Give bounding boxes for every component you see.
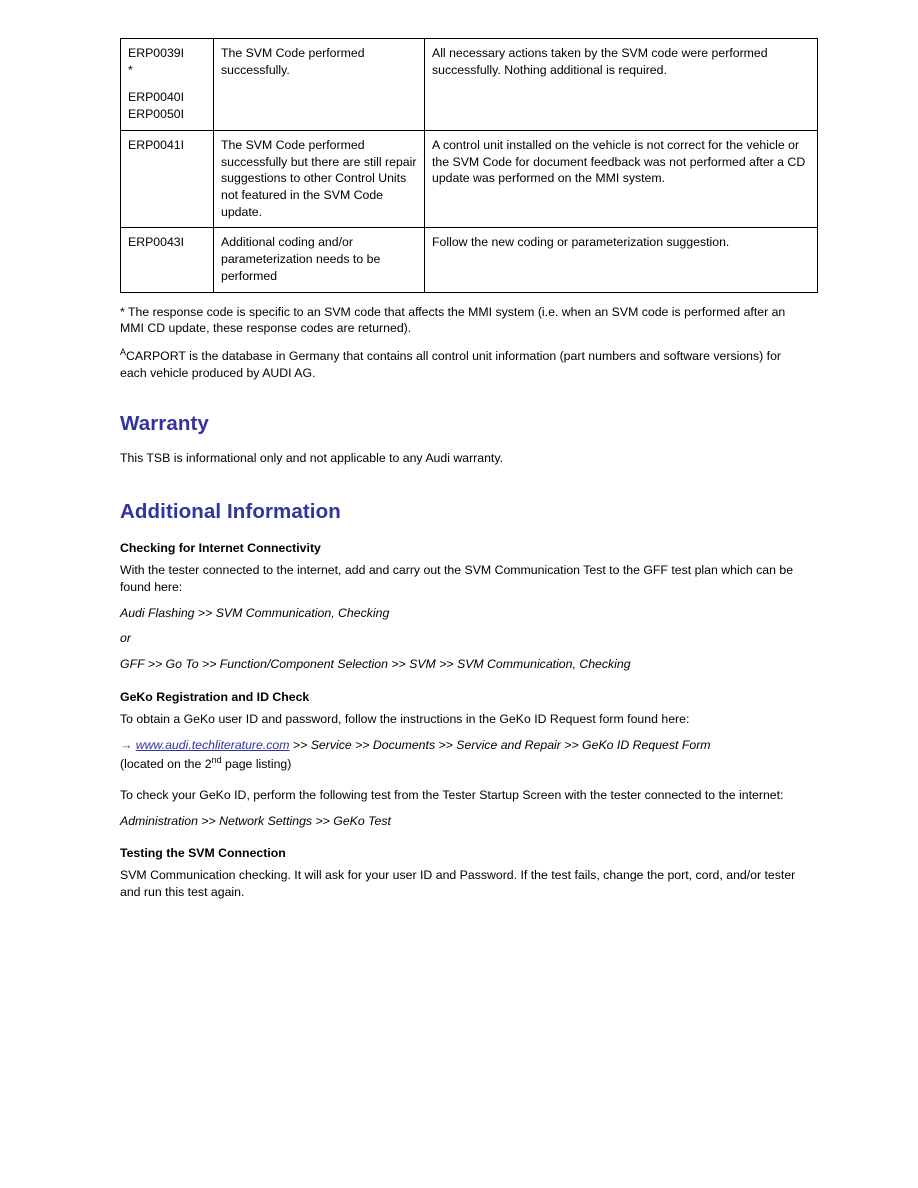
page-content	[120, 38, 806, 901]
code-value: ERP0050I	[128, 107, 185, 122]
table-cell-codes: ERP0043I	[121, 228, 214, 292]
internet-path-1: Audi Flashing >> SVM Communication, Checking	[120, 605, 390, 620]
audi-techliterature-link[interactable]: www.audi.techliterature.com	[135, 738, 290, 752]
table-row	[121, 228, 818, 292]
geko-registration-subheading: GeKo Registration and ID Check	[120, 690, 310, 705]
internet-path-2: GFF >> Go To >> Function/Component Selection >> SVM >> SVM Communication, Checking	[120, 657, 631, 672]
table-row	[121, 39, 818, 131]
geko-link-path: >> Service >> Documents >> Service and Repair >> GeKo ID Request Form	[289, 738, 711, 752]
code-value: *	[128, 62, 133, 77]
table-cell-action: A control unit installed on the vehicle is not correct for the vehicle or the SVM Code for document feedback was not performed after a CD update was performed on the MMI system.	[425, 130, 818, 228]
table-cell-codes	[121, 39, 214, 131]
geko-check-text: To check your GeKo ID, perform the following test from the Tester Startup Screen with the tester connected to the internet:	[120, 787, 784, 802]
table-cell-codes: ERP0041I	[121, 130, 214, 228]
table-cell-description: Additional coding and/or parameterization needs to be performed	[214, 228, 425, 292]
internet-connectivity-subheading: Checking for Internet Connectivity	[120, 540, 321, 555]
testing-svm-subheading: Testing the SVM Connection	[120, 846, 286, 861]
additional-information-heading: Additional Information	[120, 499, 341, 523]
table-cell-action: Follow the new coding or parameterization suggestion.	[425, 228, 818, 292]
table-row	[121, 130, 818, 228]
footnote-superscript: A	[120, 347, 127, 358]
geko-located-superscript: nd	[211, 754, 222, 765]
response-code-table	[120, 38, 818, 293]
testing-svm-text: SVM Communication checking. It will ask for your user ID and Password. If the test fails, change the port, cord, and/or tester and run this test again.	[120, 868, 796, 900]
table-cell-action: All necessary actions taken by the SVM code were performed successfully. Nothing additional is required.	[425, 39, 818, 131]
footnote-carport-text: CARPORT is the database in Germany that contains all control unit information (part numbers and software versions) for each vehicle produced by AUDI AG.	[120, 349, 782, 381]
code-value: ERP0040I	[128, 90, 185, 105]
warranty-text: This TSB is informational only and not applicable to any Audi warranty.	[120, 451, 504, 466]
geko-instructions-text: To obtain a GeKo user ID and password, follow the instructions in the GeKo ID Request form found here:	[120, 712, 690, 727]
internet-connectivity-text: With the tester connected to the internet, add and carry out the SVM Communication Test to the GFF test plan which can be found here:	[120, 562, 794, 594]
warranty-heading: Warranty	[120, 412, 209, 436]
arrow-icon: →	[120, 738, 133, 752]
footnote-asterisk: * The response code is specific to an SVM code that affects the MMI system (i.e. when an SVM code is performed after an MMI CD update, these response codes are returned).	[120, 304, 786, 336]
geko-located-post: page listing)	[221, 756, 292, 771]
table-cell-description: The SVM Code performed successfully.	[214, 39, 425, 131]
internet-path-or: or	[120, 631, 131, 646]
geko-located-pre: (located on the 2	[120, 756, 212, 771]
code-value: ERP0039I	[128, 46, 185, 60]
footnote-carport	[120, 346, 800, 382]
geko-check-path: Administration >> Network Settings >> GeKo Test	[120, 813, 391, 828]
geko-link-line	[120, 737, 800, 773]
table-cell-description: The SVM Code performed successfully but there are still repair suggestions to other Control Units not featured in the SVM Code update.	[214, 130, 425, 228]
